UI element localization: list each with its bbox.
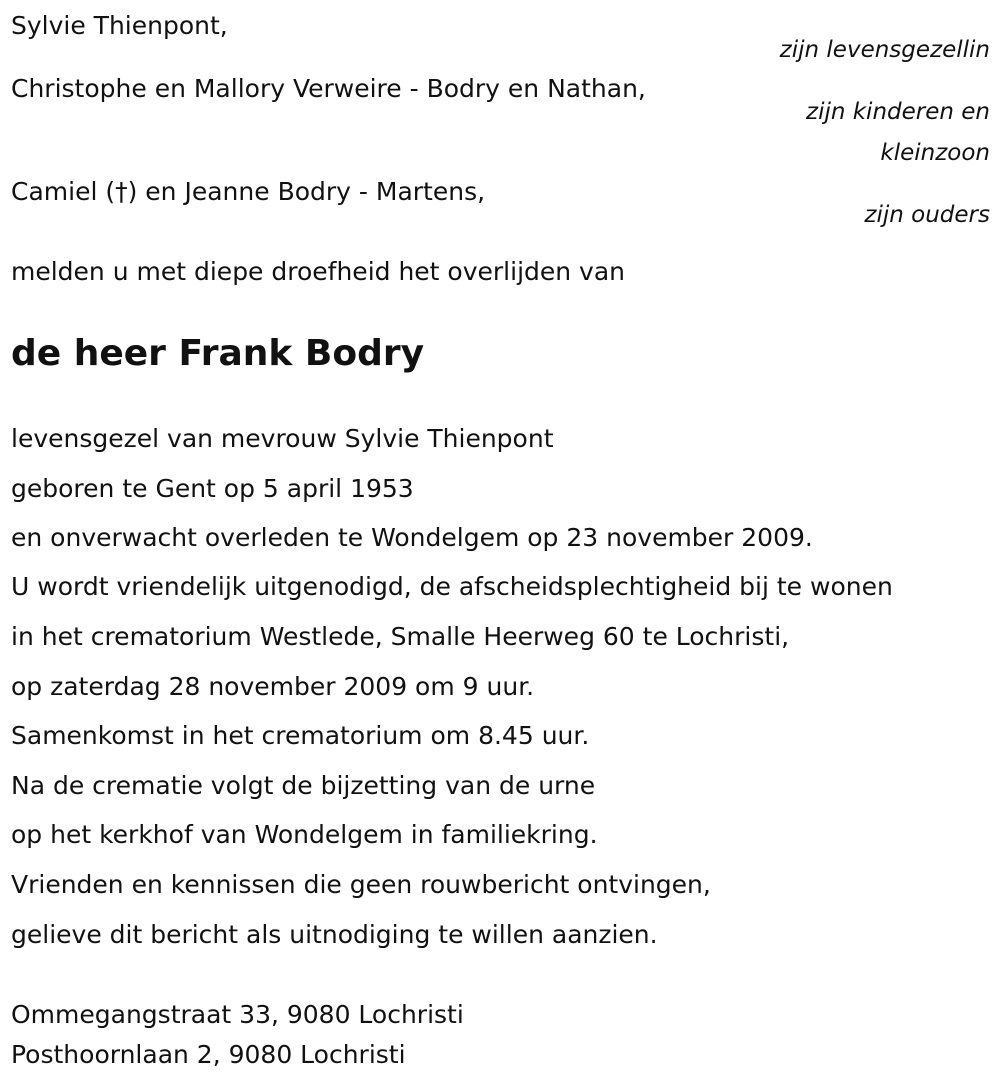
body-line: geboren te Gent op 5 april 1953 <box>11 474 414 503</box>
body-line: op zaterdag 28 november 2009 om 9 uur. <box>11 672 535 701</box>
body-line: in het crematorium Westlede, Smalle Heerweg 60 te Lochristi, <box>11 622 790 651</box>
body-line: Samenkomst in het crematorium om 8.45 uur. <box>11 721 590 750</box>
family-member-name: Christophe en Mallory Verweire - Bodry en Nathan, <box>11 74 646 103</box>
body-line: levensgezel van mevrouw Sylvie Thienpont <box>11 424 554 453</box>
family-member-name: Camiel (†) en Jeanne Bodry - Martens, <box>11 177 486 206</box>
body-line: gelieve dit bericht als uitnodiging te willen aanzien. <box>11 920 658 949</box>
family-member-name: Sylvie Thienpont, <box>11 11 228 40</box>
deceased-name: de heer Frank Bodry <box>11 333 425 374</box>
address-line: Posthoornlaan 2, 9080 Lochristi <box>11 1040 406 1069</box>
intro-text: melden u met diepe droefheid het overlijden van <box>11 257 626 286</box>
body-line: Vrienden en kennissen die geen rouwbericht ontvingen, <box>11 870 711 899</box>
family-member-role: kleinzoon <box>880 140 990 166</box>
body-line: Na de crematie volgt de bijzetting van de urne <box>11 771 596 800</box>
family-member-role: zijn ouders <box>864 202 990 228</box>
body-line: U wordt vriendelijk uitgenodigd, de afscheidsplechtigheid bij te wonen <box>11 572 893 601</box>
body-line: en onverwacht overleden te Wondelgem op 23 november 2009. <box>11 523 813 552</box>
family-member-role: zijn kinderen en <box>806 99 990 125</box>
body-line: op het kerkhof van Wondelgem in familiekring. <box>11 820 598 849</box>
address-line: Ommegangstraat 33, 9080 Lochristi <box>11 1000 464 1029</box>
family-member-role: zijn levensgezellin <box>779 37 990 63</box>
